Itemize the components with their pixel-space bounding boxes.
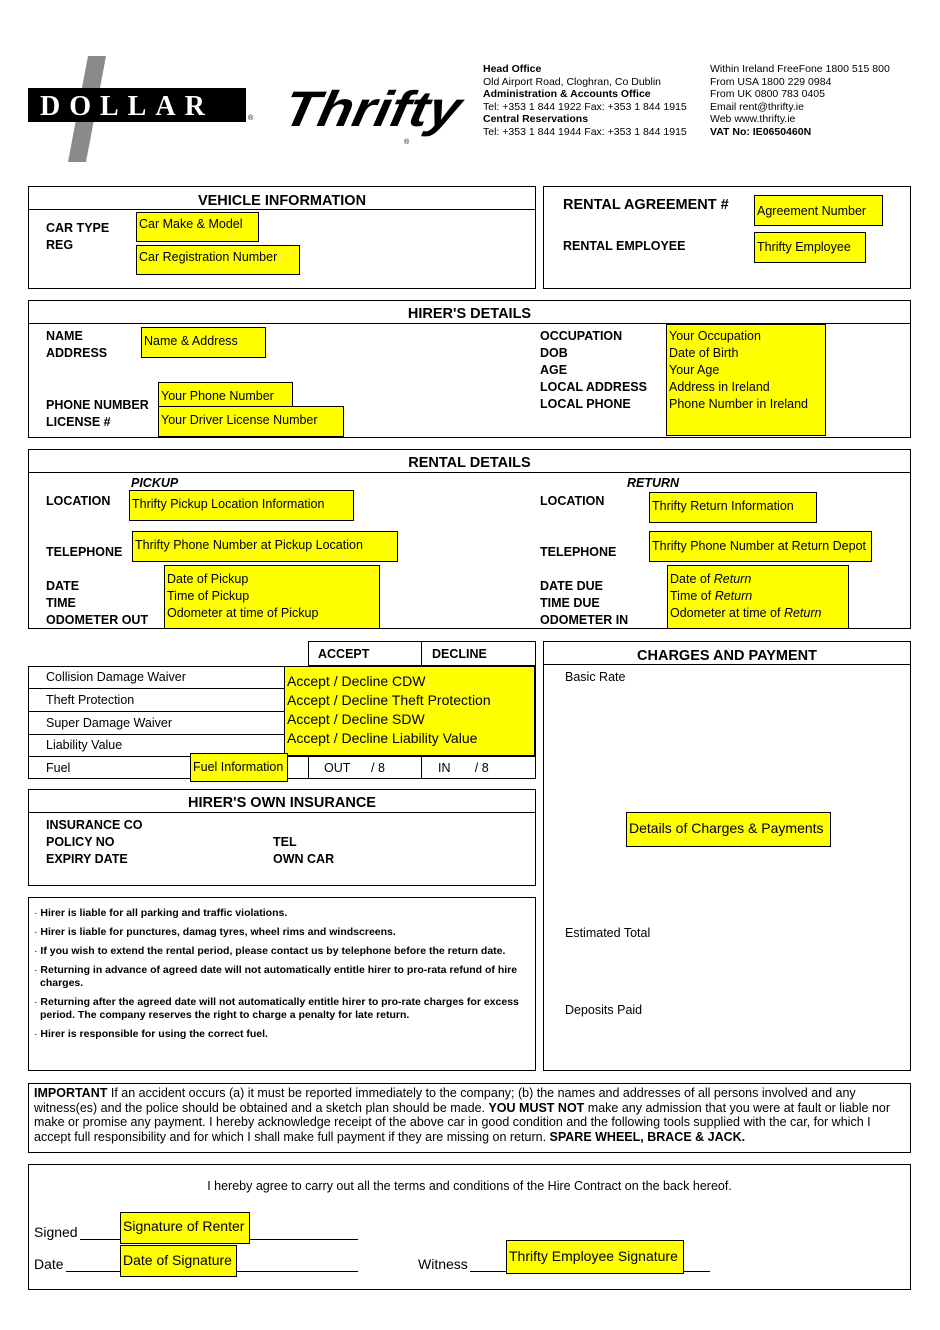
decline-header: DECLINE bbox=[432, 647, 487, 661]
rental-agreement-title: RENTAL AGREEMENT # bbox=[563, 197, 729, 213]
odometer-in-label: ODOMETER IN bbox=[540, 613, 629, 627]
license-label: LICENSE # bbox=[46, 415, 111, 429]
pickup-heading: PICKUP bbox=[131, 476, 179, 490]
dollar-logo bbox=[28, 56, 260, 162]
expiry-date-label: EXPIRY DATE bbox=[46, 852, 128, 866]
occupation-label: OCCUPATION bbox=[540, 329, 623, 343]
phone-number-label: PHONE NUMBER bbox=[46, 398, 149, 412]
term-item: · Returning after the agreed date will not automatically entitle hirer to pro-rate charges for excess period. The company reserves the right to charge a penalty for late return. bbox=[34, 996, 519, 1021]
reservation-line: VAT No: IE0650460N bbox=[710, 125, 812, 138]
accept-decline-liability[interactable]: Accept / Decline Liability Value bbox=[287, 730, 478, 746]
renter-signature-field[interactable]: Signature of Renter bbox=[120, 1212, 250, 1244]
return-heading: RETURN bbox=[627, 476, 680, 490]
car-make-model-field[interactable]: Car Make & Model bbox=[136, 212, 259, 242]
return-telephone-label: TELEPHONE bbox=[540, 545, 617, 559]
svg-text:®: ® bbox=[248, 115, 254, 122]
accept-decline-field[interactable] bbox=[284, 666, 535, 756]
estimated-total-label: Estimated Total bbox=[565, 926, 651, 940]
signature-date-field[interactable]: Date of Signature bbox=[120, 1245, 237, 1277]
deposits-paid-label: Deposits Paid bbox=[565, 1003, 643, 1017]
reservation-line: From USA 1800 229 0984 bbox=[710, 75, 832, 88]
return-location-label: LOCATION bbox=[540, 494, 605, 508]
date-label: Date bbox=[34, 1256, 64, 1272]
pickup-date-label: DATE bbox=[46, 579, 80, 593]
date-of-return-field[interactable]: Date of Return bbox=[670, 572, 752, 586]
employee-signature-field[interactable]: Thrifty Employee Signature bbox=[506, 1240, 684, 1274]
term-item: · Hirer is responsible for using the correct fuel. bbox=[34, 1028, 268, 1040]
theft-protection-label: Theft Protection bbox=[46, 693, 135, 707]
driver-license-field[interactable]: Your Driver License Number bbox=[158, 406, 344, 437]
age-field[interactable]: Your Age bbox=[669, 363, 720, 377]
time-of-return-field[interactable]: Time of Return bbox=[670, 589, 753, 603]
local-phone-field[interactable]: Phone Number in Ireland bbox=[669, 397, 808, 411]
head-office-line: Head Office bbox=[483, 63, 542, 75]
charges-details-field[interactable]: Details of Charges & Payments bbox=[626, 812, 831, 847]
head-office-line: Tel: +353 1 844 1944 Fax: +353 1 844 1915 bbox=[483, 125, 687, 138]
thrifty-logo-text: Thrifty bbox=[290, 80, 447, 137]
pickup-location-field[interactable]: Thrifty Pickup Location Information bbox=[129, 490, 354, 521]
dob-label: DOB bbox=[540, 346, 568, 360]
name-address-field[interactable]: Name & Address bbox=[141, 327, 266, 358]
basic-rate-label: Basic Rate bbox=[565, 670, 626, 684]
vehicle-information-title: VEHICLE INFORMATION bbox=[197, 193, 367, 209]
occupation-field[interactable]: Your Occupation bbox=[669, 329, 761, 343]
pickup-location-label: LOCATION bbox=[46, 494, 111, 508]
reservation-line: Within Ireland FreeFone 1800 515 800 bbox=[710, 63, 890, 75]
fuel-information-field[interactable]: Fuel Information bbox=[190, 753, 288, 782]
head-office-contact bbox=[483, 63, 687, 139]
dob-field[interactable]: Date of Birth bbox=[669, 346, 739, 360]
term-item: · Hirer is liable for all parking and traffic violations. bbox=[34, 907, 288, 919]
local-phone-label: LOCAL PHONE bbox=[540, 397, 631, 411]
own-car-label: OWN CAR bbox=[273, 852, 335, 866]
reservation-line: Web www.thrifty.ie bbox=[710, 113, 796, 126]
head-office-line: Tel: +353 1 844 1922 Fax: +353 1 844 1915 bbox=[483, 100, 687, 113]
pickup-telephone-label: TELEPHONE bbox=[46, 545, 123, 559]
thrifty-employee-field[interactable]: Thrifty Employee bbox=[754, 232, 866, 263]
cdw-label: Collision Damage Waiver bbox=[46, 670, 186, 684]
thrifty-logo bbox=[290, 74, 465, 148]
reservation-line: From UK 0800 783 0405 bbox=[710, 88, 825, 101]
insurance-co-label: INSURANCE CO bbox=[46, 818, 143, 832]
reg-label: REG bbox=[46, 238, 74, 252]
svg-text:®: ® bbox=[404, 139, 410, 146]
odometer-pickup-field[interactable]: Odometer at time of Pickup bbox=[167, 606, 319, 620]
agreement-number-field[interactable]: Agreement Number bbox=[754, 195, 883, 226]
accept-decline-sdw[interactable]: Accept / Decline SDW bbox=[287, 711, 425, 727]
own-insurance-title: HIRER'S OWN INSURANCE bbox=[188, 795, 376, 811]
fuel-label: Fuel bbox=[46, 761, 71, 775]
liability-label: Liability Value bbox=[46, 738, 123, 752]
head-office-line: Old Airport Road, Cloghran, Co Dublin bbox=[483, 75, 662, 88]
witness-label: Witness bbox=[418, 1256, 468, 1272]
term-item: · If you wish to extend the rental period, please contact us by telephone before the return date. bbox=[34, 945, 506, 957]
fuel-out: OUT / 8 bbox=[324, 761, 385, 775]
return-phone-field[interactable]: Thrifty Phone Number at Return Depot bbox=[649, 531, 872, 562]
term-item: · Hirer is liable for punctures, damag tyres, wheel rims and windscreens. bbox=[34, 926, 396, 938]
name-label: NAME bbox=[46, 329, 83, 343]
reservation-line: Email rent@thrifty.ie bbox=[710, 100, 804, 113]
accept-header: ACCEPT bbox=[318, 647, 370, 661]
fuel-in: IN / 8 bbox=[438, 761, 489, 775]
car-type-label: CAR TYPE bbox=[46, 221, 110, 235]
age-label: AGE bbox=[540, 363, 568, 377]
time-due-label: TIME DUE bbox=[540, 596, 600, 610]
occupation-details-field[interactable] bbox=[666, 324, 826, 436]
date-of-pickup-field[interactable]: Date of Pickup bbox=[167, 572, 249, 586]
local-address-label: LOCAL ADDRESS bbox=[540, 380, 647, 394]
important-text: IMPORTANT If an accident occurs (a) it must be reported immediately to the company; (b) the names and addresses of all persons involved and any witness(es) and the police should be obtained and a sketch plan should be made. YOU MUST NOT make any admission that you were at fault or liable nor make or promise any payment. I hereby acknowledge receipt of the above car in good condition and the following tools supplied with the car, for which I accept full responsibility and for which I shall make full payment if they are missing on return. SPARE WHEEL, BRACE & JACK. bbox=[34, 1086, 891, 1144]
head-office-line: Administration & Accounts Office bbox=[483, 88, 651, 101]
super-damage-label: Super Damage Waiver bbox=[46, 716, 172, 730]
pickup-phone-field[interactable]: Thrifty Phone Number at Pickup Location bbox=[132, 531, 398, 562]
signed-label: Signed bbox=[34, 1224, 78, 1240]
accept-decline-cdw[interactable]: Accept / Decline CDW bbox=[287, 673, 426, 689]
rental-employee-label: RENTAL EMPLOYEE bbox=[563, 239, 686, 253]
return-location-field[interactable]: Thrifty Return Information bbox=[649, 492, 817, 523]
time-of-pickup-field[interactable]: Time of Pickup bbox=[167, 589, 250, 603]
term-item: · Returning in advance of agreed date will not automatically entitle hirer to pro-rata refund of hire charges. bbox=[34, 964, 518, 989]
address-label: ADDRESS bbox=[46, 346, 108, 360]
head-office-line: Central Reservations bbox=[483, 113, 589, 126]
accept-decline-theft[interactable]: Accept / Decline Theft Protection bbox=[287, 692, 491, 708]
tel-label: TEL bbox=[273, 835, 297, 849]
pickup-datetime-field[interactable] bbox=[164, 565, 380, 629]
phone-number-field[interactable]: Your Phone Number bbox=[158, 382, 293, 410]
odometer-out-label: ODOMETER OUT bbox=[46, 613, 149, 627]
dollar-logo-text: DOLLAR bbox=[40, 91, 214, 122]
car-registration-field[interactable]: Car Registration Number bbox=[136, 245, 300, 275]
pickup-time-label: TIME bbox=[46, 596, 76, 610]
local-address-field[interactable]: Address in Ireland bbox=[669, 380, 770, 394]
date-due-label: DATE DUE bbox=[540, 579, 603, 593]
agreement-statement: I hereby agree to carry out all the terms and conditions of the Hire Contract on the back hereof. bbox=[207, 1179, 732, 1193]
return-datetime-field[interactable] bbox=[667, 565, 849, 629]
charges-title: CHARGES AND PAYMENT bbox=[637, 648, 817, 664]
odometer-return-field[interactable]: Odometer at time of Return bbox=[670, 606, 822, 620]
rental-details-title: RENTAL DETAILS bbox=[408, 455, 531, 471]
hirer-details-title: HIRER'S DETAILS bbox=[407, 306, 532, 322]
reservation-contact bbox=[710, 63, 890, 139]
policy-no-label: POLICY NO bbox=[46, 835, 115, 849]
